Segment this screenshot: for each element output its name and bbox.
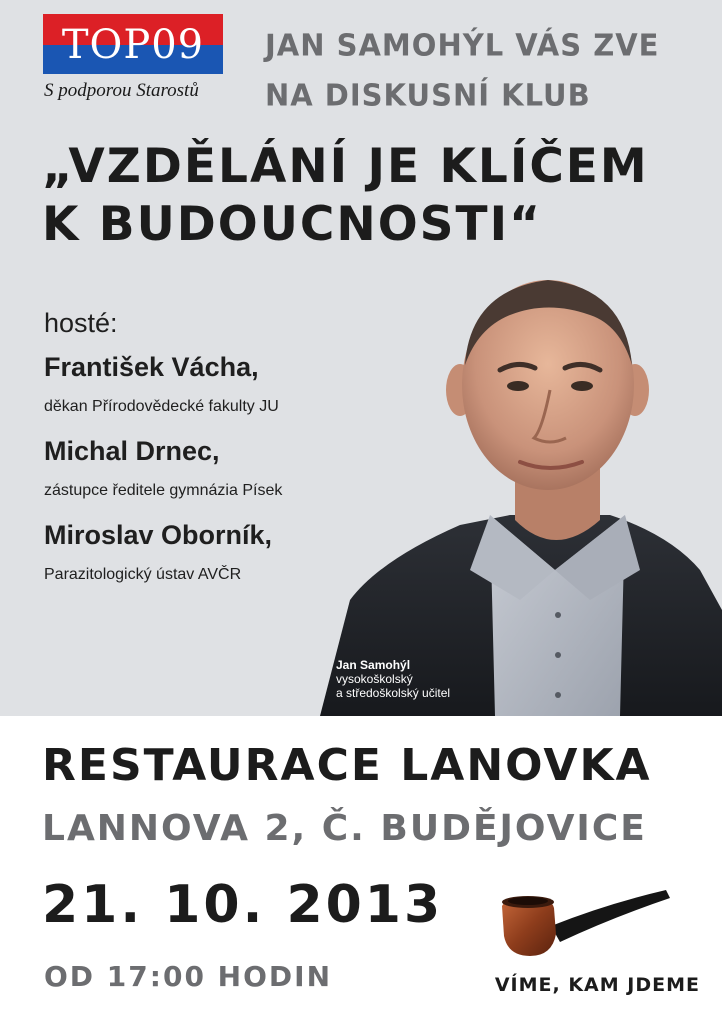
slogan: VÍME, KAM JDEME xyxy=(494,974,700,996)
event-title-line-2: K BUDOUCNOSTI“ xyxy=(42,197,542,252)
photo-caption xyxy=(336,658,536,700)
caption-line-2: a středoškolský učitel xyxy=(336,686,451,700)
invitation-line-2: NA DISKUSNÍ KLUB xyxy=(265,77,591,114)
guest-name-3: Miroslav Oborník, xyxy=(44,520,273,550)
invitation-line-1: JAN SAMOHÝL VÁS ZVE xyxy=(265,26,660,63)
event-title xyxy=(42,138,702,254)
guests-label: hosté: xyxy=(44,308,118,338)
caption-line-1: vysokoškolský xyxy=(336,672,413,686)
tobacco-pipe-icon xyxy=(496,884,676,964)
logo-subtitle: S podporou Starostů xyxy=(44,80,199,101)
top09-logo xyxy=(43,14,223,74)
event-time: OD 17:00 HODIN xyxy=(44,960,332,993)
portrait-photo xyxy=(320,270,722,716)
guest-name-1: František Vácha, xyxy=(44,352,259,382)
venue-name: RESTAURACE LANOVKA xyxy=(42,740,652,791)
venue-address: LANNOVA 2, Č. BUDĚJOVICE xyxy=(42,808,647,849)
guest-role-3: Parazitologický ústav AVČR xyxy=(44,566,242,583)
guest-name-2: Michal Drnec, xyxy=(44,436,220,466)
guest-role-2: zástupce ředitele gymnázia Písek xyxy=(44,482,283,499)
event-date: 21. 10. 2013 xyxy=(42,875,444,935)
caption-name: Jan Samohýl xyxy=(336,658,411,672)
event-title-line-1: „VZDĚLÁNÍ JE KLÍČEM xyxy=(42,139,649,194)
logo-text: TOP09 xyxy=(61,22,205,68)
invitation-heading xyxy=(265,20,685,121)
guest-role-1: děkan Přírodovědecké fakulty JU xyxy=(44,398,279,415)
